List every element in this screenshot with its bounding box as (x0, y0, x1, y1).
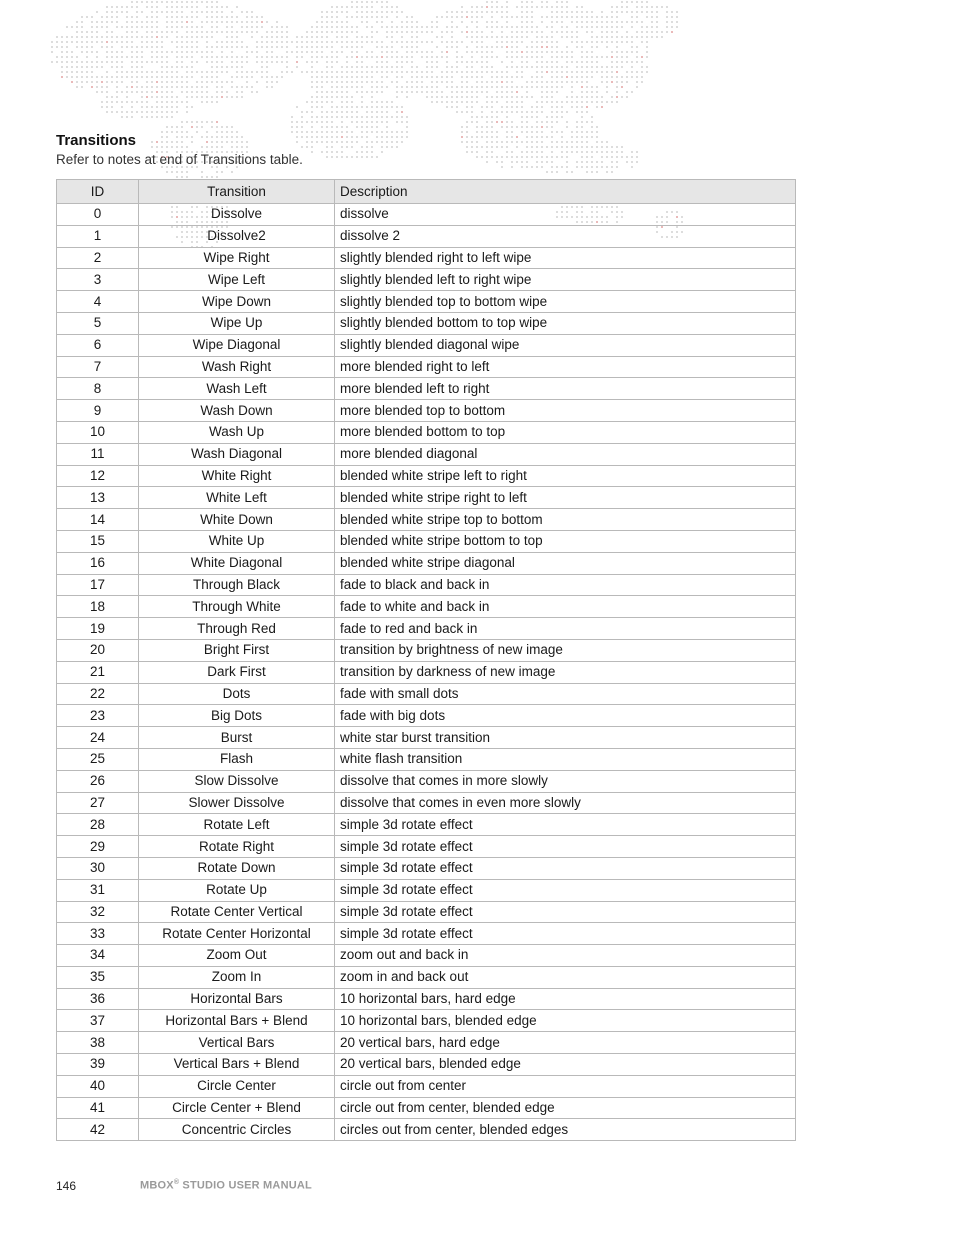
cell-transition: Through Black (139, 574, 335, 596)
cell-description: white star burst transition (335, 727, 796, 749)
cell-id: 2 (57, 247, 139, 269)
table-row (57, 334, 796, 356)
cell-id: 29 (57, 836, 139, 858)
cell-id: 22 (57, 683, 139, 705)
cell-description: slightly blended bottom to top wipe (335, 312, 796, 334)
table-row (57, 988, 796, 1010)
table-row (57, 1054, 796, 1076)
cell-description: zoom out and back in (335, 945, 796, 967)
cell-id: 17 (57, 574, 139, 596)
cell-description: circle out from center, blended edge (335, 1097, 796, 1119)
table-row (57, 421, 796, 443)
cell-transition: Circle Center (139, 1075, 335, 1097)
cell-id: 15 (57, 530, 139, 552)
cell-transition: Dark First (139, 661, 335, 683)
table-row (57, 247, 796, 269)
table-row (57, 705, 796, 727)
cell-transition: Through Red (139, 618, 335, 640)
cell-id: 25 (57, 748, 139, 770)
table-row (57, 639, 796, 661)
cell-description: 20 vertical bars, blended edge (335, 1054, 796, 1076)
table-row (57, 312, 796, 334)
cell-description: slightly blended right to left wipe (335, 247, 796, 269)
cell-id: 37 (57, 1010, 139, 1032)
cell-id: 42 (57, 1119, 139, 1141)
cell-transition: Big Dots (139, 705, 335, 727)
cell-id: 28 (57, 814, 139, 836)
cell-description: more blended top to bottom (335, 400, 796, 422)
table-row (57, 269, 796, 291)
cell-description: simple 3d rotate effect (335, 836, 796, 858)
cell-description: blended white stripe bottom to top (335, 530, 796, 552)
table-row (57, 1010, 796, 1032)
table-row (57, 901, 796, 923)
section-title: Transitions (56, 132, 137, 149)
table-row (57, 923, 796, 945)
column-header-description: Description (335, 180, 796, 204)
cell-transition: Zoom Out (139, 945, 335, 967)
cell-description: circles out from center, blended edges (335, 1119, 796, 1141)
cell-id: 0 (57, 204, 139, 226)
cell-id: 11 (57, 443, 139, 465)
cell-description: dissolve that comes in even more slowly (335, 792, 796, 814)
cell-id: 27 (57, 792, 139, 814)
table-row (57, 596, 796, 618)
cell-description: fade to black and back in (335, 574, 796, 596)
cell-transition: White Down (139, 509, 335, 531)
cell-description: fade with small dots (335, 683, 796, 705)
cell-transition: White Right (139, 465, 335, 487)
cell-transition: Wash Right (139, 356, 335, 378)
cell-transition: Wipe Right (139, 247, 335, 269)
cell-description: blended white stripe right to left (335, 487, 796, 509)
cell-id: 31 (57, 879, 139, 901)
cell-description: slightly blended top to bottom wipe (335, 291, 796, 313)
cell-transition: Circle Center + Blend (139, 1097, 335, 1119)
cell-id: 33 (57, 923, 139, 945)
cell-transition: Wash Left (139, 378, 335, 400)
table-row (57, 465, 796, 487)
cell-id: 8 (57, 378, 139, 400)
cell-id: 24 (57, 727, 139, 749)
manual-title (140, 1179, 312, 1192)
cell-description: fade with big dots (335, 705, 796, 727)
transitions-table (56, 179, 796, 1141)
cell-transition: Horizontal Bars (139, 988, 335, 1010)
cell-transition: Wash Up (139, 421, 335, 443)
cell-description: transition by darkness of new image (335, 661, 796, 683)
table-row (57, 487, 796, 509)
cell-description: dissolve (335, 204, 796, 226)
cell-transition: Slow Dissolve (139, 770, 335, 792)
cell-transition: Vertical Bars (139, 1032, 335, 1054)
cell-transition: Wipe Diagonal (139, 334, 335, 356)
cell-id: 34 (57, 945, 139, 967)
cell-transition: Wash Diagonal (139, 443, 335, 465)
cell-id: 12 (57, 465, 139, 487)
cell-id: 40 (57, 1075, 139, 1097)
cell-id: 39 (57, 1054, 139, 1076)
table-row (57, 814, 796, 836)
cell-id: 23 (57, 705, 139, 727)
cell-id: 19 (57, 618, 139, 640)
table-row (57, 1119, 796, 1141)
manual-title-suffix: STUDIO USER MANUAL (179, 1179, 312, 1192)
table-row (57, 204, 796, 226)
table-row (57, 966, 796, 988)
cell-id: 38 (57, 1032, 139, 1054)
cell-transition: Slower Dissolve (139, 792, 335, 814)
table-row (57, 770, 796, 792)
table-row (57, 400, 796, 422)
table-row (57, 618, 796, 640)
cell-description: more blended right to left (335, 356, 796, 378)
cell-transition: White Diagonal (139, 552, 335, 574)
cell-description: zoom in and back out (335, 966, 796, 988)
manual-title-prefix: MBOX (140, 1179, 174, 1192)
cell-id: 13 (57, 487, 139, 509)
cell-description: blended white stripe left to right (335, 465, 796, 487)
cell-transition: Rotate Center Horizontal (139, 923, 335, 945)
cell-description: simple 3d rotate effect (335, 879, 796, 901)
cell-transition: Bright First (139, 639, 335, 661)
cell-id: 36 (57, 988, 139, 1010)
cell-description: more blended diagonal (335, 443, 796, 465)
section-note: Refer to notes at end of Transitions table. (56, 152, 303, 167)
cell-id: 14 (57, 509, 139, 531)
cell-id: 21 (57, 661, 139, 683)
cell-id: 20 (57, 639, 139, 661)
registered-mark: ® (173, 1179, 180, 1186)
table-header-row (57, 180, 796, 204)
table-row (57, 792, 796, 814)
table-row (57, 443, 796, 465)
cell-description: more blended left to right (335, 378, 796, 400)
table-row (57, 1075, 796, 1097)
cell-id: 6 (57, 334, 139, 356)
table-row (57, 857, 796, 879)
table-row (57, 1097, 796, 1119)
cell-transition: Wipe Left (139, 269, 335, 291)
cell-id: 41 (57, 1097, 139, 1119)
cell-transition: Vertical Bars + Blend (139, 1054, 335, 1076)
cell-id: 3 (57, 269, 139, 291)
cell-description: blended white stripe top to bottom (335, 509, 796, 531)
column-header-id: ID (57, 180, 139, 204)
cell-transition: Rotate Left (139, 814, 335, 836)
table-row (57, 1032, 796, 1054)
cell-description: 10 horizontal bars, hard edge (335, 988, 796, 1010)
cell-description: 20 vertical bars, hard edge (335, 1032, 796, 1054)
cell-transition: Horizontal Bars + Blend (139, 1010, 335, 1032)
cell-transition: Wipe Down (139, 291, 335, 313)
cell-description: 10 horizontal bars, blended edge (335, 1010, 796, 1032)
table-row (57, 509, 796, 531)
table-row (57, 530, 796, 552)
cell-description: fade to white and back in (335, 596, 796, 618)
cell-description: simple 3d rotate effect (335, 857, 796, 879)
cell-id: 5 (57, 312, 139, 334)
cell-description: blended white stripe diagonal (335, 552, 796, 574)
table-row (57, 552, 796, 574)
cell-id: 32 (57, 901, 139, 923)
cell-transition: Rotate Up (139, 879, 335, 901)
cell-transition: Dissolve2 (139, 225, 335, 247)
table-row (57, 683, 796, 705)
cell-transition: Through White (139, 596, 335, 618)
cell-description: dissolve 2 (335, 225, 796, 247)
cell-id: 10 (57, 421, 139, 443)
cell-id: 30 (57, 857, 139, 879)
cell-transition: Rotate Center Vertical (139, 901, 335, 923)
cell-transition: White Up (139, 530, 335, 552)
cell-transition: Rotate Down (139, 857, 335, 879)
table-row (57, 748, 796, 770)
cell-description: circle out from center (335, 1075, 796, 1097)
table-row (57, 225, 796, 247)
cell-transition: White Left (139, 487, 335, 509)
cell-transition: Flash (139, 748, 335, 770)
cell-description: transition by brightness of new image (335, 639, 796, 661)
page-number: 146 (56, 1179, 77, 1193)
cell-description: slightly blended left to right wipe (335, 269, 796, 291)
table-row (57, 291, 796, 313)
cell-description: slightly blended diagonal wipe (335, 334, 796, 356)
cell-id: 4 (57, 291, 139, 313)
cell-transition: Wash Down (139, 400, 335, 422)
cell-description: simple 3d rotate effect (335, 901, 796, 923)
cell-description: simple 3d rotate effect (335, 814, 796, 836)
cell-id: 1 (57, 225, 139, 247)
cell-id: 18 (57, 596, 139, 618)
cell-description: simple 3d rotate effect (335, 923, 796, 945)
table-row (57, 727, 796, 749)
cell-id: 16 (57, 552, 139, 574)
cell-transition: Wipe Up (139, 312, 335, 334)
cell-description: more blended bottom to top (335, 421, 796, 443)
cell-transition: Dots (139, 683, 335, 705)
cell-transition: Dissolve (139, 204, 335, 226)
column-header-transition: Transition (139, 180, 335, 204)
cell-description: white flash transition (335, 748, 796, 770)
table-row (57, 945, 796, 967)
cell-transition: Burst (139, 727, 335, 749)
cell-id: 9 (57, 400, 139, 422)
table-row (57, 356, 796, 378)
cell-id: 26 (57, 770, 139, 792)
table-row (57, 378, 796, 400)
table-row (57, 836, 796, 858)
cell-transition: Zoom In (139, 966, 335, 988)
cell-description: fade to red and back in (335, 618, 796, 640)
cell-transition: Rotate Right (139, 836, 335, 858)
cell-id: 7 (57, 356, 139, 378)
cell-id: 35 (57, 966, 139, 988)
table-row (57, 574, 796, 596)
cell-transition: Concentric Circles (139, 1119, 335, 1141)
table-row (57, 879, 796, 901)
cell-description: dissolve that comes in more slowly (335, 770, 796, 792)
table-row (57, 661, 796, 683)
